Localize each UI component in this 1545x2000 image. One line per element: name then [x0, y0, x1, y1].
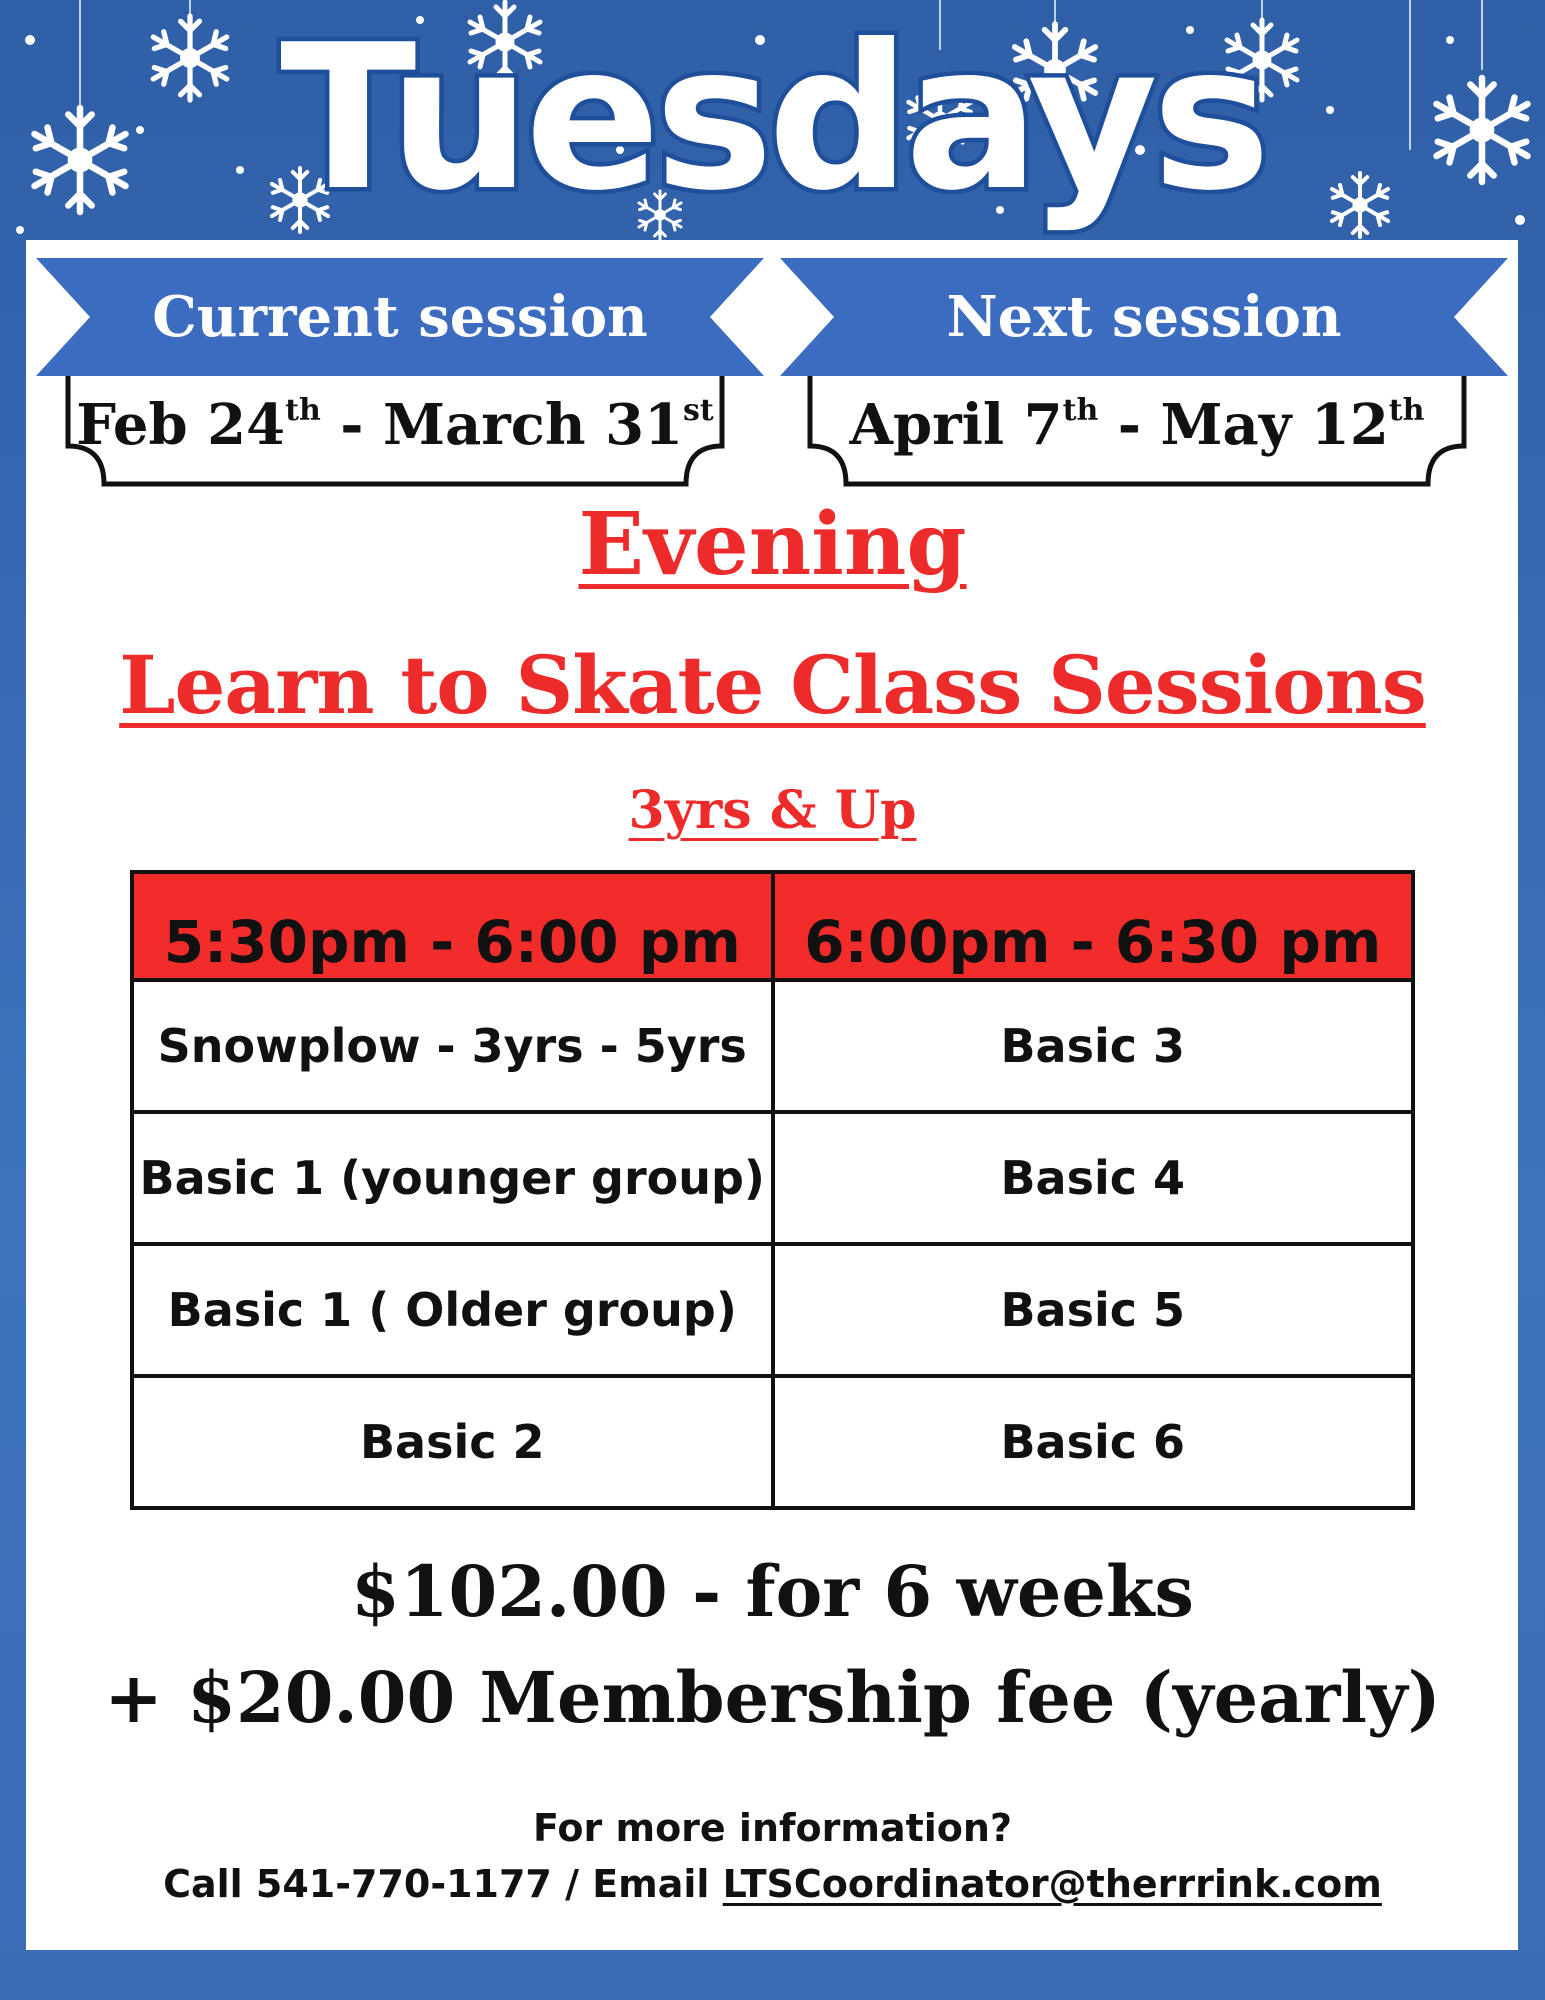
membership-fee: + $20.00 Membership fee (yearly): [104, 1656, 1441, 1739]
date-separator: -: [320, 392, 384, 458]
current-session-label: Current session: [152, 284, 648, 350]
classes-heading: Learn to Skate Class Sessions: [119, 638, 1426, 732]
date-separator: -: [1098, 392, 1161, 458]
current-session-dates: [64, 376, 726, 496]
ordinal-suffix: th: [1062, 393, 1099, 428]
table-row: [132, 980, 1413, 1112]
table-cell: Basic 1 (younger group): [132, 1112, 773, 1244]
next-session-date-range: [806, 392, 1468, 458]
table-cell: Basic 4: [773, 1112, 1414, 1244]
table-cell: Basic 5: [773, 1244, 1414, 1376]
table-row: [132, 1112, 1413, 1244]
column-header-first-slot: 5:30pm - 6:00 pm: [132, 872, 773, 980]
current-session-date-range: [64, 392, 726, 458]
email-link[interactable]: LTSCoordinator@therrrink.com: [722, 1862, 1382, 1906]
column-header-second-slot: 6:00pm - 6:30 pm: [773, 872, 1414, 980]
next-start-date: April 7: [849, 392, 1063, 458]
table-cell: Basic 6: [773, 1376, 1414, 1508]
next-session-banner: [780, 258, 1508, 376]
age-range-heading: 3yrs & Up: [628, 780, 917, 841]
ordinal-suffix: st: [683, 393, 714, 428]
schedule-table: [130, 870, 1415, 1510]
next-session-label: Next session: [946, 284, 1342, 350]
current-start-date: Feb 24: [76, 392, 286, 458]
current-session-banner: [36, 258, 764, 376]
table-header-row: [132, 872, 1413, 980]
page-title: Tuesdays: [280, 2, 1265, 235]
next-session-dates: [806, 376, 1468, 496]
table-cell: Basic 3: [773, 980, 1414, 1112]
session-price: $102.00 - for 6 weeks: [351, 1550, 1194, 1633]
table-cell: Basic 1 ( Older group): [132, 1244, 773, 1376]
table-row: [132, 1376, 1413, 1508]
phone-text: Call 541-770-1177 / Email: [163, 1862, 723, 1906]
ordinal-suffix: th: [1388, 393, 1425, 428]
info-question: For more information?: [532, 1806, 1013, 1850]
table-cell: Snowplow - 3yrs - 5yrs: [132, 980, 773, 1112]
table-row: [132, 1244, 1413, 1376]
next-end-date: May 12: [1160, 392, 1389, 458]
current-end-date: March 31: [383, 392, 684, 458]
evening-heading: Evening: [578, 494, 967, 595]
table-cell: Basic 2: [132, 1376, 773, 1508]
ordinal-suffix: th: [285, 393, 321, 428]
contact-line: [0, 1862, 1545, 1906]
